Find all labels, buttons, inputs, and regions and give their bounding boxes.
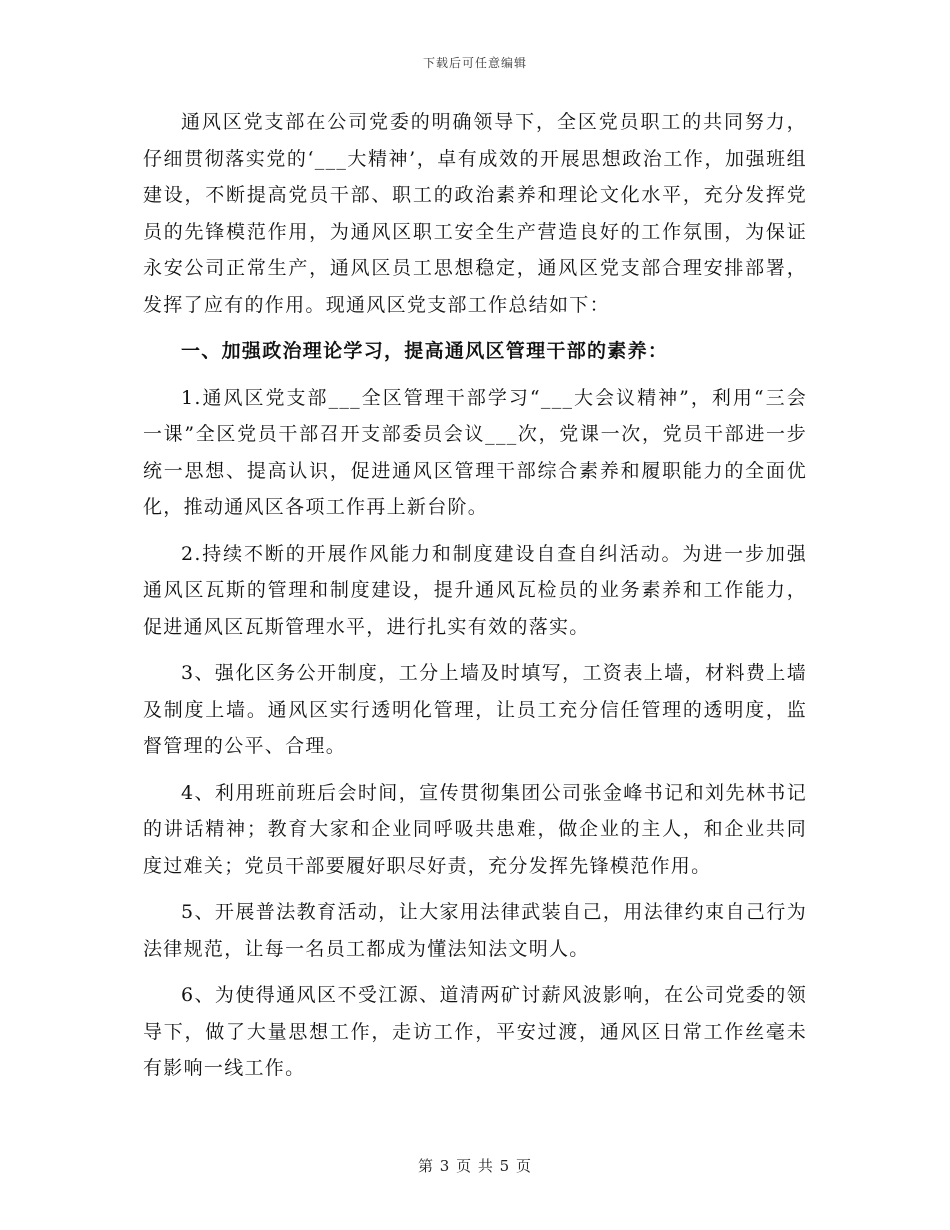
page-header-note: 下载后可任意编辑: [422, 56, 527, 70]
list-item-1: 1.通风区党支部___全区管理干部学习“___大会议精神”，利用“三会一课”全区党员干部召开支部委员会议___次，党课一次，党员干部进一步统一思想、提高认识，促进通风区管理干部综合素养和履职能力的全面优化，推动通风区各项工作再上新台阶。: [143, 386, 807, 518]
list-item-3: 3、强化区务公开制度，工分上墙及时填写，工资表上墙，材料费上墙及制度上墙。通风区实行透明化管理，让员工充分信任管理的透明度，监督管理的公平、合理。: [143, 662, 807, 757]
section-heading: 一、加强政治理论学习，提高通风区管理干部的素养：: [181, 340, 669, 362]
list-item-2: 2.持续不断的开展作风能力和制度建设自查自纠活动。为进一步加强通风区瓦斯的管理和制度建设，提升通风瓦检员的业务素养和工作能力，促进通风区瓦斯管理水平，进行扎实有效的落实。: [143, 542, 807, 638]
page-number-indicator: 第 3 页 共 5 页: [418, 1157, 532, 1175]
intro-paragraph: 通风区党支部在公司党委的明确领导下，全区党员职工的共同努力，仔细贯彻落实党的‘___大精神’，卓有成效的开展思想政治工作，加强班组建设，不断提高党员干部、职工的政治素养和理论文化水平，充分发挥党员的先锋模范作用，为通风区职工安全生产营造良好的工作氛围，为保证永安公司正常生产，通风区员工思想稳定，通风区党支部合理安排部署，发挥了应有的作用。现通风区党支部工作总结如下：: [143, 111, 807, 316]
list-item-4: 4、利用班前班后会时间，宣传贯彻集团公司张金峰书记和刘先林书记的讲话精神；教育大家和企业同呼吸共患难，做企业的主人，和企业共同度过难关；党员干部要履好职尽好责，充分发挥先锋模范作用。: [143, 781, 807, 877]
list-item-5: 5、开展普法教育活动，让大家用法律武装自己，用法律约束自己行为法律规范，让每一名员工都成为懂法知法文明人。: [143, 901, 807, 960]
document-body: [143, 104, 807, 1097]
list-item-6: 6、为使得通风区不受江源、道清两矿讨薪风波影响，在公司党委的领导下，做了大量思想工作，走访工作，平安过渡，通风区日常工作丝毫未有影响一线工作。: [143, 984, 807, 1079]
